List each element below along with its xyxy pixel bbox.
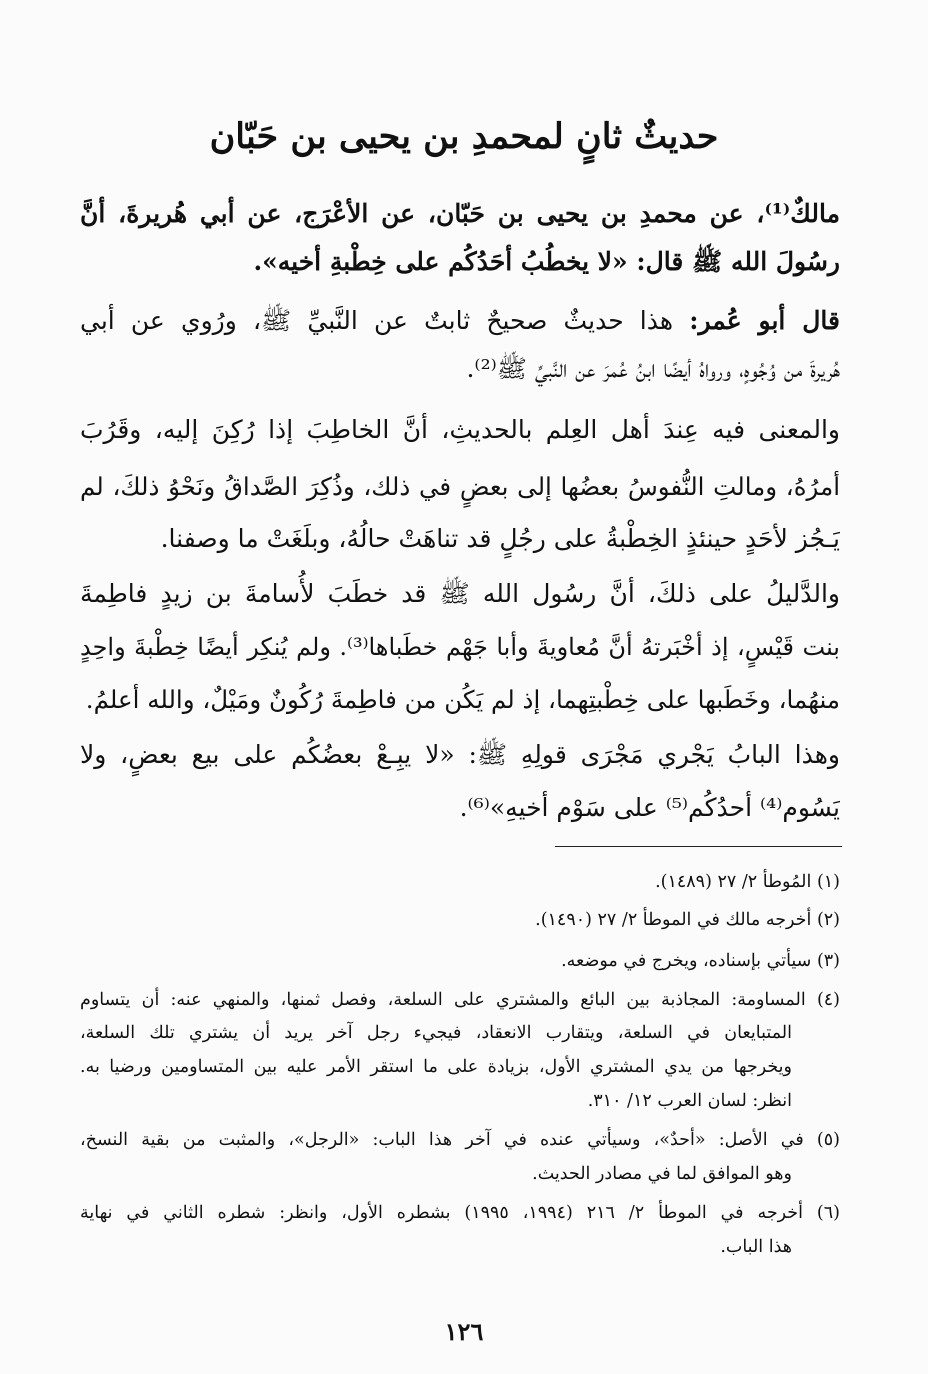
footnote-6-number: (٦) xyxy=(816,1203,840,1223)
footnote-5-text-1: في الأصل: «أحدٌ»، وسيأتي عنده في آخر هذا الباب: «الرجل»، والمثبت من بقية النسخ، xyxy=(80,1130,804,1150)
footnote-5-line-1 xyxy=(80,1124,840,1156)
footnote-1-number: (١) xyxy=(816,872,840,892)
paragraph-2-lead: قال أبو عُمر: xyxy=(689,306,840,335)
paragraph-2-line-1 xyxy=(80,297,840,345)
footnote-4-line-4: انظر: لسان العرب ١٢/ ٣١٠. xyxy=(587,1091,792,1111)
paragraph-4-line-3: منهُما، وخَطَبها على خِطْبتِهما، إذ لم يَكُن من فاطِمةَ رُكُونٌ ومَيْلٌ، والله أعلمُ. xyxy=(85,685,840,714)
footnote-4-line-2: المتبايعان في السلعة، ويتقارب الانعقاد، فيجيء رجل آخر يريد أن يشتري تلك السلعة، xyxy=(80,1023,792,1043)
footnote-3 xyxy=(80,945,840,977)
footnote-1 xyxy=(80,866,840,898)
paragraph-5-line-2: يَسُوم⁽⁴⁾ أحدُكُم⁽⁵⁾ على سَوْم أخيهِ»⁽⁶⁾. xyxy=(459,793,840,822)
footnote-4-number: (٤) xyxy=(816,990,840,1010)
paragraph-2-line-2: هُريرةَ من وُجُوهٍ، ورواهُ أيضًا ابنُ عُمرَ عن النَّبيِّ ﷺ⁽²⁾. xyxy=(466,354,840,383)
paragraph-2-line-1-text: هذا حديثٌ صحيحٌ ثابتٌ عن النَّبيِّ ﷺ، ورُوي عن أبي xyxy=(80,306,674,335)
footnote-2-text: أخرجه مالك في الموطأ ٢/ ٢٧ (١٤٩٠). xyxy=(535,910,812,930)
page-title: حديثٌ ثانٍ لمحمدِ بن يحيى بن حَبّان xyxy=(209,116,719,157)
paragraph-1-line-1: مالكٌ⁽¹⁾، عن محمدِ بن يحيى بن حَبّان، عن الأعْرَج، عن أبي هُريرةَ، أنَّ xyxy=(80,199,840,228)
footnote-separator xyxy=(555,846,842,847)
footnote-3-number: (٣) xyxy=(816,951,840,971)
footnote-6-line-1 xyxy=(80,1197,840,1229)
footnote-2 xyxy=(80,904,840,936)
paragraph-3-line-2: أمرُهُ، ومالتِ النُّفوسُ بعضُها إلى بعضٍ في ذلك، وذُكِرَ الصَّداقُ ونَحْوُ ذلكَ، لم xyxy=(80,472,840,501)
footnote-6-text-1: أخرجه في الموطأ ٢/ ٢١٦ (١٩٩٤، ١٩٩٥) بشطره الأول، وانظر: شطره الثاني في نهاية xyxy=(80,1203,803,1223)
page-number: ١٢٦ xyxy=(444,1317,484,1346)
footnote-6-line-2: هذا الباب. xyxy=(720,1237,792,1257)
paragraph-1-line-2: رسُولَ الله ﷺ قال: «لا يخطُبُ أحَدُكُم على خِطْبةِ أخيه». xyxy=(253,247,840,276)
footnote-3-text: سيأتي بإسناده، ويخرج في موضعه. xyxy=(561,951,812,971)
paragraph-4-line-2: بنت قَيْسٍ، إذ أخْبَرتهُ أنَّ مُعاويةَ وأبا جَهْم خطَباها⁽³⁾. ولم يُنكِر أيضًا خِطْبةَ واحِدٍ xyxy=(80,633,840,661)
footnote-4-line-1 xyxy=(80,984,840,1016)
footnote-4-text-1: المساومة: المجاذبة بين البائع والمشتري على السلعة، وفصل ثمنها، والمنهي عنه: أن يتساوم xyxy=(80,990,806,1010)
footnote-1-text: المُوطأ ٢/ ٢٧ (١٤٨٩). xyxy=(655,872,812,892)
paragraph-3-line-3: يَـجُز لأحَدٍ حينئذٍ الخِطْبةُ على رجُلٍ قد تناهَتْ حالُهُ، وبلَغَتْ ما وصفنا. xyxy=(160,524,840,553)
footnote-5-number: (٥) xyxy=(816,1130,840,1150)
paragraph-5-line-1: وهذا البابُ يَجْري مَجْرَى قولِهِ ﷺ: «لا يبِـعْ بعضُكُم على بيع بعضٍ، ولا xyxy=(80,740,840,769)
footnote-2-number: (٢) xyxy=(816,910,840,930)
footnote-4-line-3: ويخرجها من يدي المشتري الأول، بزيادة على ما استقر الأمر عليه بين المتساومين ورضيا به. xyxy=(80,1057,792,1077)
footnote-5-line-2: وهو الموافق لما في مصادر الحديث. xyxy=(532,1164,792,1184)
paragraph-4-line-1: والدَّليلُ على ذلكَ، أنَّ رسُول الله ﷺ قد خطَبَ لأُسامةَ بن زيدٍ فاطِمةَ xyxy=(80,579,840,608)
paragraph-3-line-1: والمعنى فيه عِندَ أهل العِلم بالحديثِ، أنَّ الخاطِبَ إذا رُكِنَ إليه، وقَرُبَ xyxy=(80,415,840,444)
